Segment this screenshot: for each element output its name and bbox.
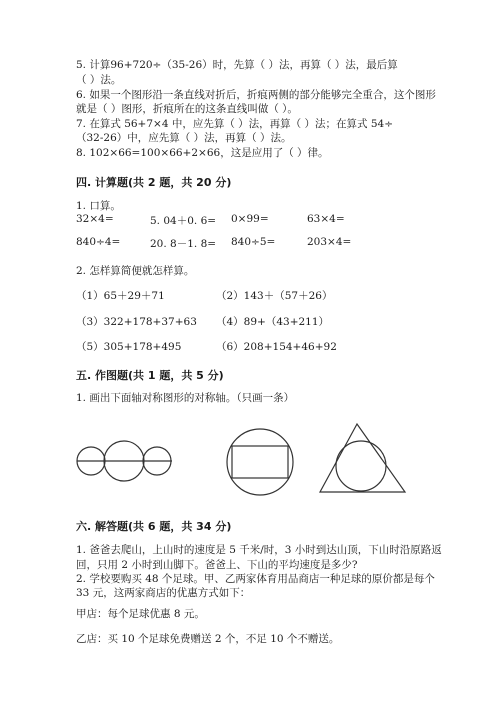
calc-problem: （2）143＋（57＋26） [216,290,333,302]
section5-q1-title: 1. 画出下面轴对称图形的对称轴。（只画一条） [76,392,295,404]
section4-q1-title: 1. 口算。 [76,200,121,212]
q5-line2: （ ）法。 [76,74,122,86]
calc-problem: （3）322+178+37+63 [76,316,197,328]
oral-calc-item: 5. 04＋0. 6= [150,215,217,227]
calc-problem: （5）305+178+495 [76,341,182,353]
calc-problem: （6）208+154+46+92 [216,341,337,353]
q7-line1: 7. 在算式 56+7×4 中，应先算（ ）法，再算（ ）法；在算式 54÷ [76,118,394,130]
q6-line2: 就是（ ）图形，折痕所在的这条直线叫做（ ）。 [76,103,298,115]
q8-line1: 8. 102×66=100×66+2×66，这是应用了（ ）律。 [76,147,329,159]
section6-q2-line2: 33 元，这两家商店的优惠方式如下： [76,587,251,599]
q7-line2: （32-26）中，应先算（ ）法，再算（ ）法。 [76,132,292,144]
section4-q2-title: 2. 怎样算简便就怎样算。 [76,265,195,277]
figure-circles-on-line [77,441,172,481]
oral-calc-item: 203×4= [307,236,352,248]
shop-b-offer: 乙店：买 10 个足球免费赠送 2 个，不足 10 个不赠送。 [76,633,340,645]
oral-calc-item: 840÷5= [231,236,276,248]
q6-line1: 6. 如果一个图形沿一条直线对折后，折痕两侧的部分能够完全重合，这个图形 [76,89,436,101]
oral-calc-item: 63×4= [307,213,345,225]
calc-problem: （4）89+（43+211） [216,316,330,328]
section4-heading: 四. 计算题(共 2 题，共 20 分) [76,176,232,189]
section6-q1-line1: 1. 爸爸去爬山，上山时的速度是 5 千米/时，3 小时到达山顶，下山时沿原路返 [76,544,442,556]
oral-calc-item: 840÷4= [76,236,121,248]
shop-a-offer: 甲店：每个足球优惠 8 元。 [76,608,205,620]
figure3-triangle [320,424,405,492]
figure-circle-with-rectangle [227,429,293,495]
section6-heading: 六. 解答题(共 6 题，共 34 分) [76,520,232,533]
oral-calc-item: 20. 8－1. 8= [150,238,217,250]
oral-calc-item: 32×4= [76,213,114,225]
section5-heading: 五. 作图题(共 1 题，共 5 分) [76,369,224,382]
section6-q2-line1: 2. 学校要购买 48 个足球。甲、乙两家体育用品商店一种足球的原价都是每个 [76,573,435,585]
section6-q1-line2: 回，只用 2 小时到山脚下。爸爸上、下山的平均速度是多少? [76,559,358,571]
q5-line1: 5. 计算96+720÷（35-26）时，先算（ ）法，再算（ ）法，最后算 [76,59,398,71]
oral-calc-item: 0×99= [231,213,269,225]
figure2-circle [227,429,293,495]
figure-triangle-with-circle [320,424,405,492]
figure3-circle [336,441,386,491]
calc-problem: （1）65＋29＋71 [76,290,165,302]
figure2-rectangle [232,446,288,478]
